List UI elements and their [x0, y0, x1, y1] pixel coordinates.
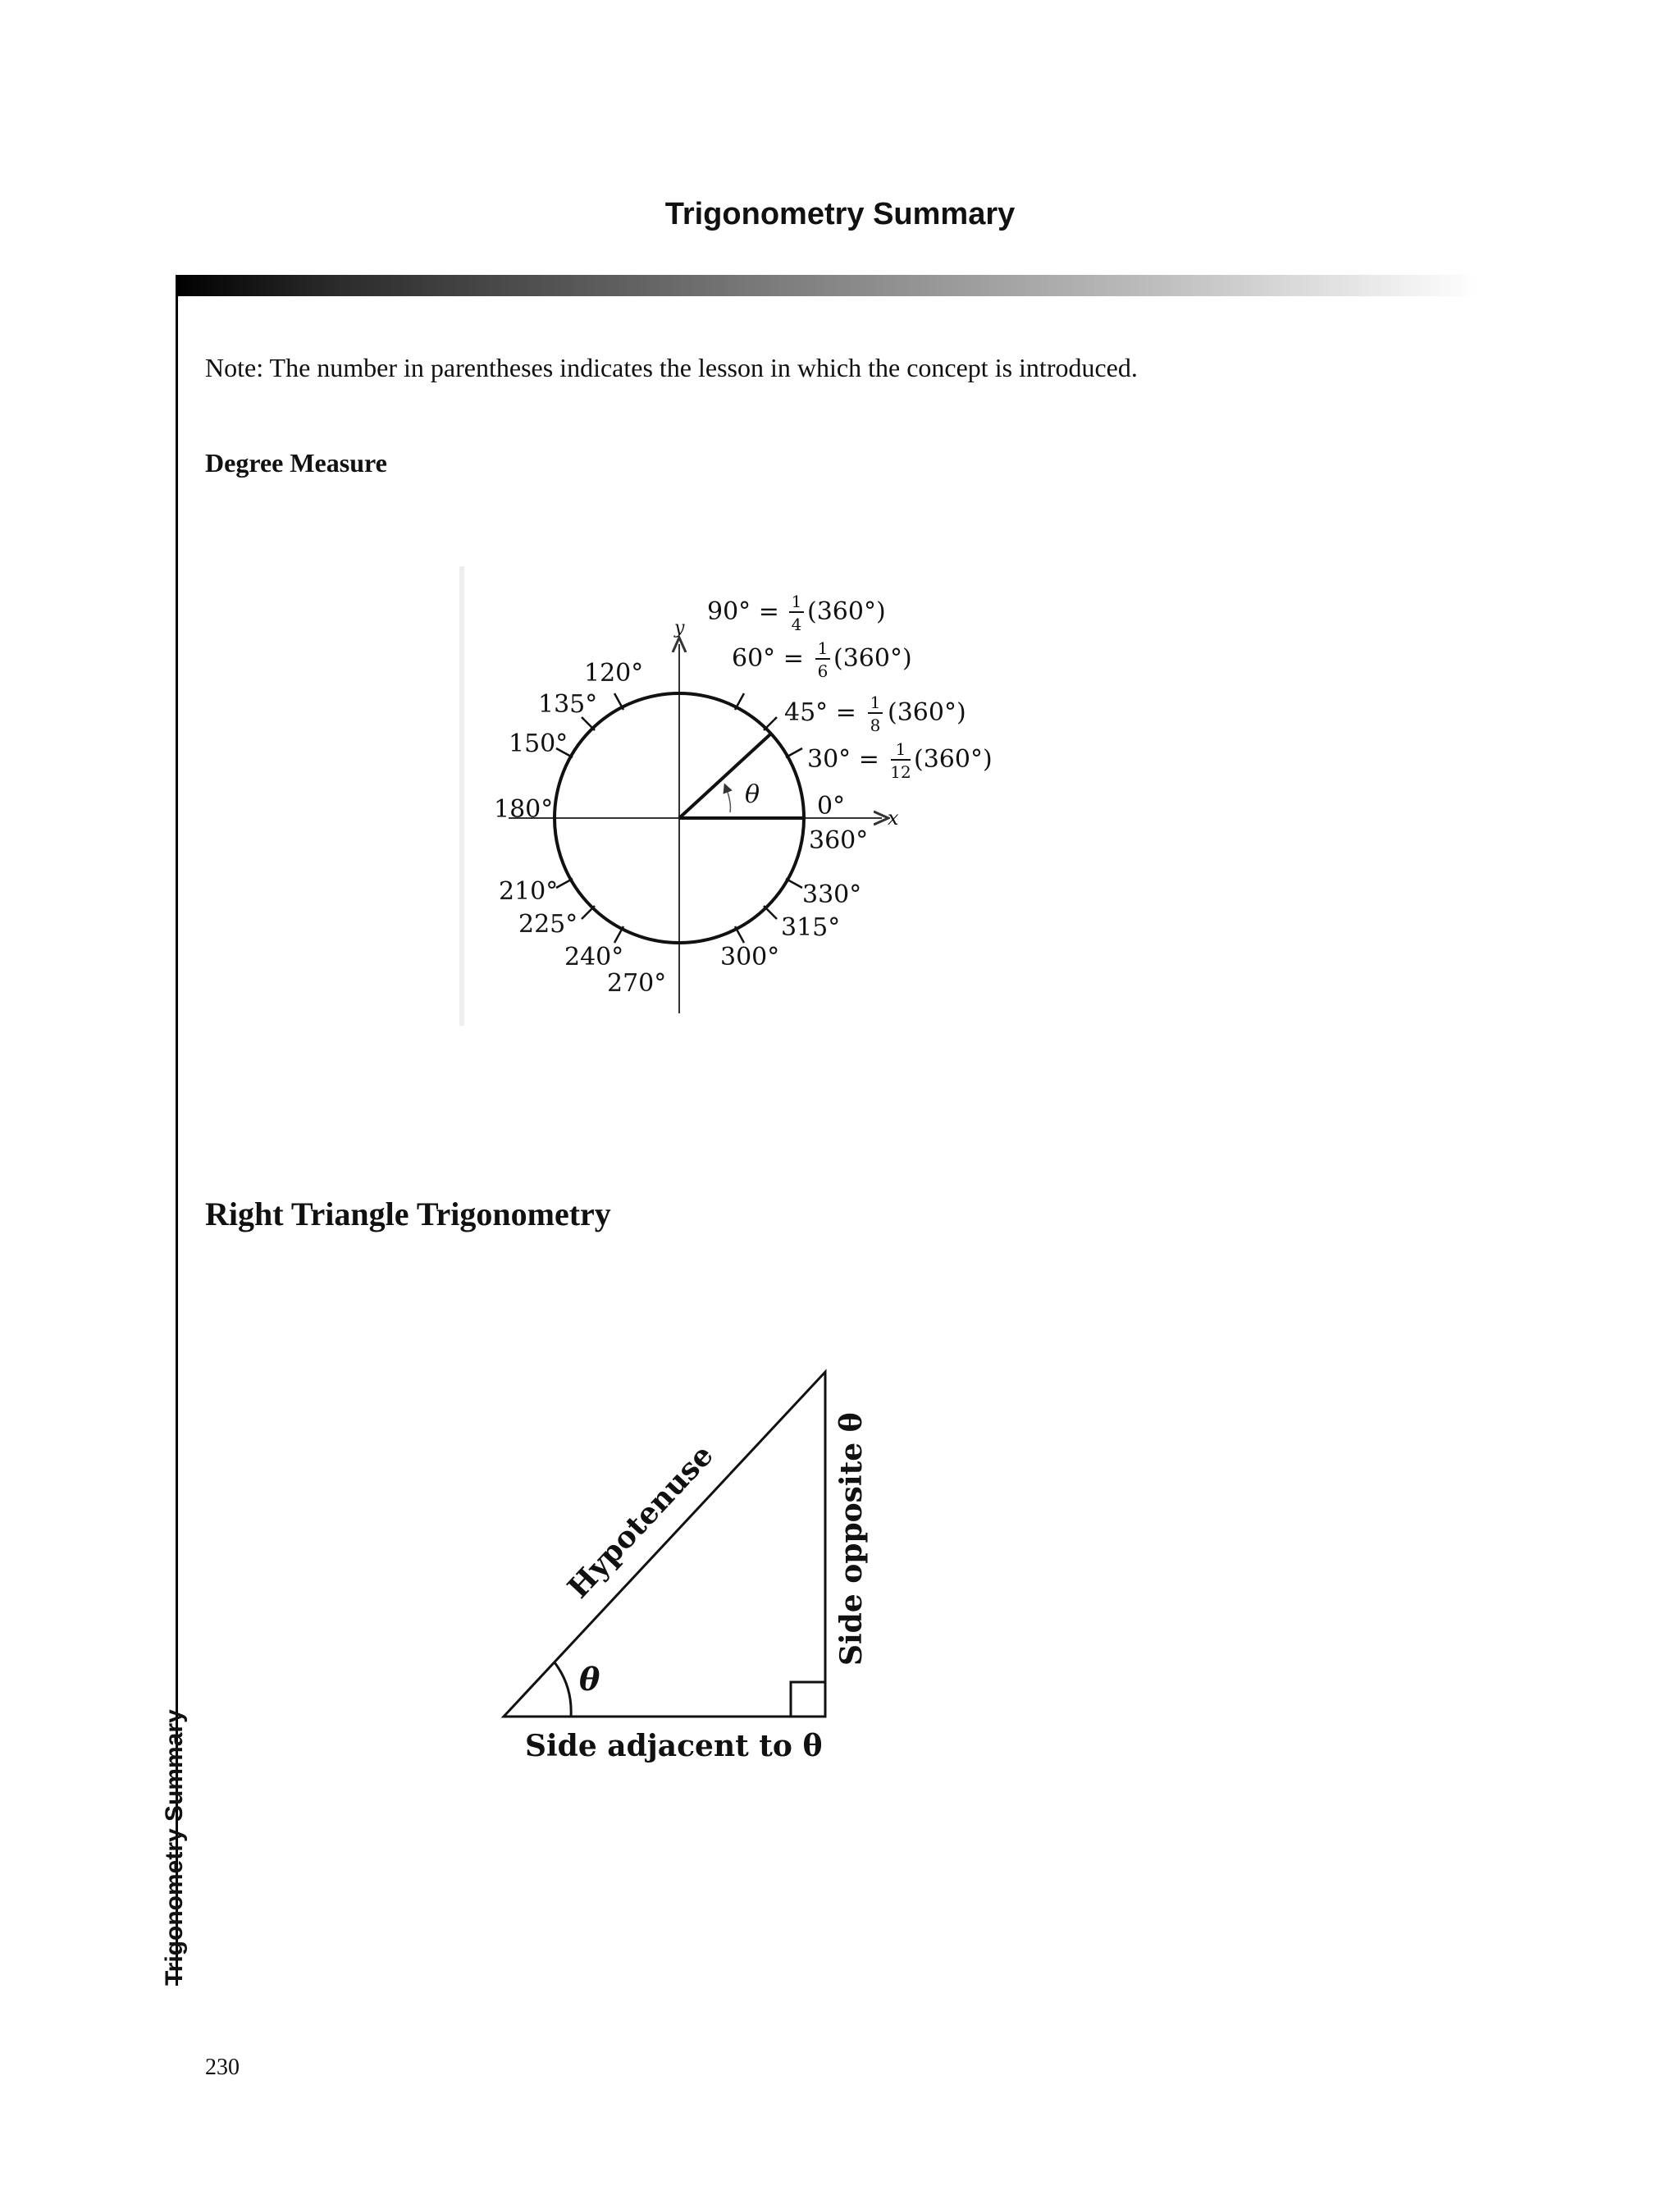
- angle-label-330: 330°: [802, 880, 862, 909]
- angle-label-240: 240°: [564, 943, 624, 972]
- right-angle-marker: [791, 1682, 825, 1717]
- svg-text:30° =: 30° =: [807, 745, 879, 774]
- theta-arc: [726, 788, 730, 812]
- opposite-side-label: Side opposite θ: [834, 1412, 869, 1666]
- svg-text:1: 1: [791, 592, 802, 611]
- angle-label-120: 120°: [584, 659, 644, 688]
- y-axis-label: y: [674, 618, 685, 638]
- equation-90: [707, 592, 886, 634]
- svg-text:(360°): (360°): [888, 698, 966, 727]
- right-triangle-heading: Right Triangle Trigonometry: [205, 1196, 611, 1232]
- unit-circle-diagram: [459, 566, 1034, 1026]
- angle-label-150: 150°: [509, 729, 568, 758]
- triangle-outline: [504, 1372, 825, 1717]
- svg-text:1: 1: [895, 739, 906, 759]
- angle-label-225: 225°: [518, 910, 578, 939]
- svg-text:(360°): (360°): [914, 745, 993, 774]
- angle-label-0: 0°: [817, 792, 846, 821]
- svg-text:(360°): (360°): [833, 644, 912, 673]
- angle-label-270: 270°: [607, 969, 667, 998]
- svg-text:(360°): (360°): [807, 597, 886, 626]
- svg-text:60° =: 60° =: [732, 644, 804, 673]
- x-axis-label: x: [888, 807, 899, 830]
- svg-text:45° =: 45° =: [784, 698, 856, 727]
- svg-text:1: 1: [817, 638, 829, 658]
- svg-text:12: 12: [890, 762, 911, 782]
- theta-label: θ: [745, 780, 760, 809]
- svg-text:6: 6: [817, 661, 829, 681]
- angle-label-300: 300°: [720, 943, 780, 972]
- page-number: 230: [205, 2055, 240, 2080]
- header-gradient-bar: [176, 275, 1480, 296]
- sidebar-label: Trigonometry Summary: [161, 1709, 188, 1986]
- svg-text:8: 8: [870, 716, 881, 735]
- svg-text:90° =: 90° =: [707, 597, 779, 626]
- right-triangle-diagram: [476, 1354, 935, 1797]
- angle-label-135: 135°: [538, 690, 598, 719]
- equation-60: [732, 638, 912, 681]
- angle-label-315: 315°: [781, 913, 841, 942]
- hypotenuse-label: Hypotenuse: [560, 1438, 720, 1606]
- page-title: Trigonometry Summary: [664, 197, 1016, 231]
- equation-30: [807, 739, 993, 782]
- degree-measure-heading: Degree Measure: [205, 448, 387, 478]
- svg-text:1: 1: [870, 693, 881, 712]
- svg-text:4: 4: [791, 615, 802, 634]
- angle-label-210: 210°: [499, 877, 559, 906]
- angle-label-360: 360°: [809, 826, 869, 855]
- theta-arc: [555, 1662, 571, 1717]
- angle-label-180: 180°: [494, 795, 554, 824]
- triangle-theta-label: θ: [579, 1661, 600, 1698]
- equation-45: [784, 693, 966, 735]
- lesson-note: Note: The number in parentheses indicates the lesson in which the concept is introduced.: [205, 353, 1138, 382]
- adjacent-side-label: Side adjacent to θ: [525, 1729, 823, 1763]
